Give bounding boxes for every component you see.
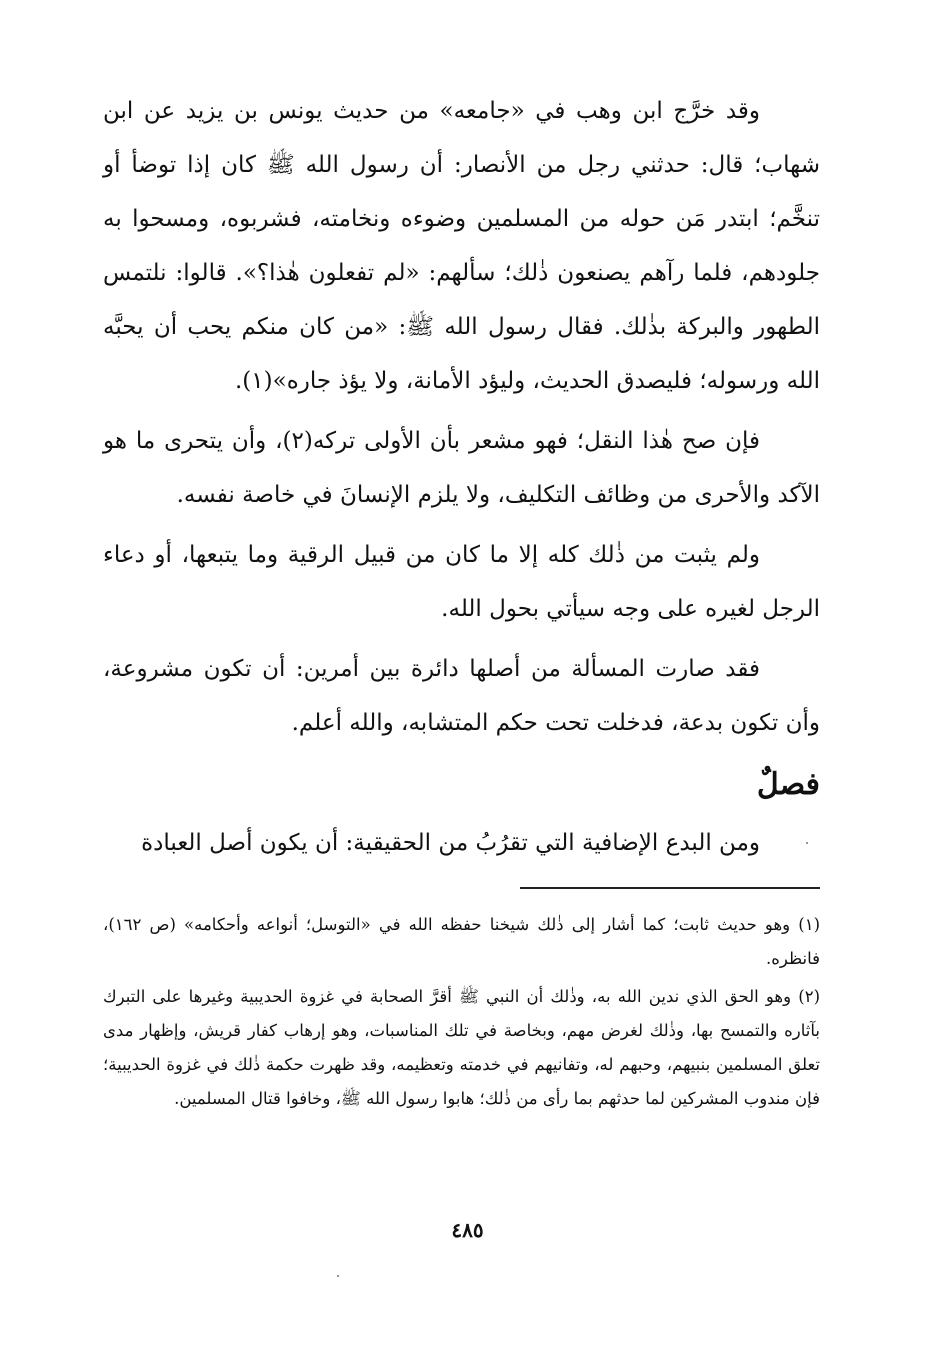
paragraph-4: فقد صارت المسألة من أصلها دائرة بين أمرين: أن تكون مشروعة، وأن تكون بدعة، فدخلت تحت حكم المتشابه، والله أعلم. (103, 656, 820, 736)
section-heading: فصلٌ (756, 767, 820, 802)
footnotes (103, 908, 820, 1120)
paragraph-3: ولم يثبت من ذٰلك كله إلا ما كان من قبيل الرقية وما يتبعها، أو دعاء الرجل لغيره على وجه سيأتي بحول الله. (103, 542, 820, 622)
paragraph-1: وقد خرَّج ابن وهب في «جامعه» من حديث يونس بن يزيد عن ابن شهاب؛ قال: حدثني رجل من الأنصار: أن رسول الله ﷺ كان إذا توضأ أو تنخَّم؛ ابتدر مَن حوله من المسلمين وضوءه ونخامته، فشربوه، ومسحوا به جلودهم، فلما رآهم يصنعون ذٰلك؛ سألهم: «لم تفعلون هٰذا؟». قالوا: نلتمس الطهور والبركة بذٰلك. فقال رسول الله ﷺ: «من كان منكم يحب أن يحبَّه الله ورسوله؛ فليصدق الحديث، وليؤد الأمانة، ولا يؤذ جاره»(١). (103, 98, 820, 394)
page-number: ٤٨٥ (451, 1218, 484, 1242)
scan-speck (806, 842, 808, 844)
main-text (103, 84, 820, 876)
paragraph-5: ومن البدع الإضافية التي تقرُبُ من الحقيقية: أن يكون أصل العبادة (141, 830, 760, 856)
footnote-2: (٢) وهو الحق الذي ندين الله به، وذٰلك أن النبي ﷺ أقرَّ الصحابة في غزوة الحديبية وغيرها على التبرك بآثاره والتمسح بها، وذٰلك لغرض مهم، وبخاصة في تلك المناسبات، وهو إرهاب كفار قريش، وإظهار مدى تعلق المسلمين بنبيهم، وحبهم له، وتفانيهم في خدمته وتعظيمه، وقد ظهرت حكمة ذٰلك في غزوة الحديبية؛ فإن مندوب المشركين لما حدثهم بما رأى من ذٰلك؛ هابوا رسول الله ﷺ، وخافوا قتال المسلمين. (103, 987, 820, 1108)
footnote-divider (520, 887, 820, 889)
paragraph-2: فإن صح هٰذا النقل؛ فهو مشعر بأن الأولى تركه(٢)، وأن يتحرى ما هو الآكد والأحرى من وظائف التكليف، ولا يلزم الإنسانَ في خاصة نفسه. (103, 428, 820, 508)
footnote-1: (١) وهو حديث ثابت؛ كما أشار إلى ذٰلك شيخنا حفظه الله في «التوسل؛ أنواعه وأحكامه» (ص ١٦٢)، فانظره. (103, 915, 820, 968)
scan-speck (337, 1275, 339, 1277)
